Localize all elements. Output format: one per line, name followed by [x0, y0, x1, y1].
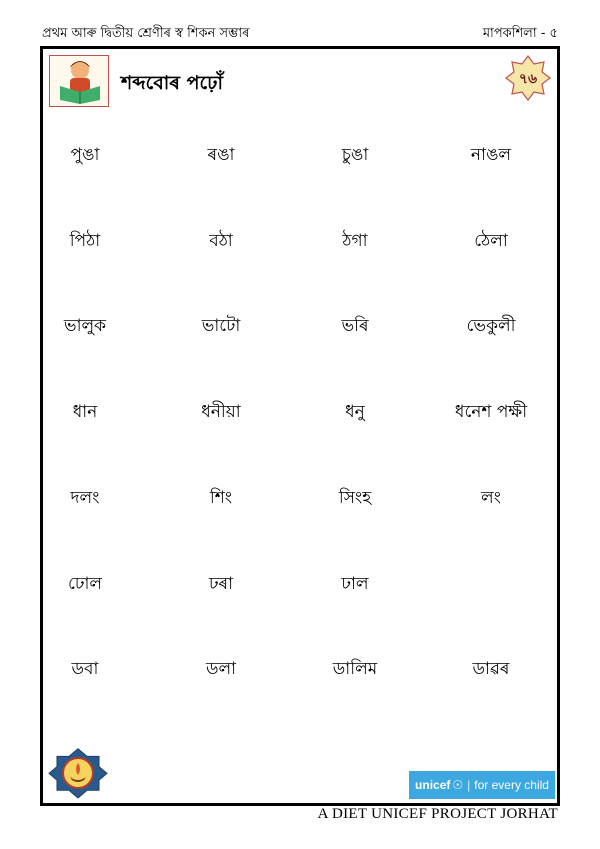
word-item: ঢোল [67, 574, 103, 594]
word-item: দলং [70, 488, 100, 508]
word-item: ডলা [205, 659, 237, 679]
word-item: ধনেশ পক্ষী [454, 402, 528, 422]
word-item: ডালিম [332, 659, 378, 679]
page-title: শব্দবোৰ পঢ়োঁ [121, 72, 224, 94]
page-header [42, 24, 558, 44]
word-item: ঠেলা [474, 231, 508, 251]
word-item: ধান [72, 402, 98, 422]
unicef-globe-icon: ☉ [452, 778, 464, 792]
word-item: ঢাল [341, 574, 369, 594]
word-item: সিংহ [338, 488, 372, 508]
word-item: শিং [209, 488, 233, 508]
word-item: লং [481, 488, 501, 508]
page-number: ৭৬ [518, 71, 538, 87]
unicef-banner [409, 771, 555, 799]
reading-child-icon [50, 56, 108, 106]
word-item: ধনু [345, 402, 365, 422]
word-item: পিঠা [69, 231, 101, 251]
word-item: ঠগা [342, 231, 368, 251]
word-item: ভেকুলী [466, 316, 516, 336]
word-item: ভাটো [201, 316, 241, 336]
unicef-tagline: for every child [474, 778, 549, 792]
series-title: প্ৰথম আৰু দ্বিতীয় শ্ৰেণীৰ স্ব শিকন সম্ভাৰ [42, 26, 250, 41]
word-item: নাঙল [470, 145, 512, 165]
word-item: ভৰি [341, 316, 369, 336]
word-item: বঠা [209, 231, 233, 251]
lamp-emblem-icon [47, 747, 109, 799]
unicef-brand: unicef [415, 778, 451, 792]
word-item: ঢৰা [208, 574, 234, 594]
word-item: পুঙা [70, 145, 100, 165]
word-item: চুঙা [341, 145, 369, 165]
word-item: ডাৱৰ [472, 659, 510, 679]
word-item: ভালুক [63, 316, 107, 336]
word-item: ডবা [71, 659, 99, 679]
unicef-divider: | [467, 778, 471, 792]
footer-credit: A DIET UNICEF PROJECT JORHAT [317, 806, 558, 822]
page-number-badge [505, 55, 551, 101]
word-item: ৰঙা [207, 145, 235, 165]
worksheet-frame [40, 46, 560, 806]
word-item: ধনীয়া [201, 402, 241, 422]
worksheet-label: মাপকশিলা - ৫ [482, 26, 558, 41]
diet-emblem [47, 747, 109, 799]
reading-child-illustration [49, 55, 109, 107]
